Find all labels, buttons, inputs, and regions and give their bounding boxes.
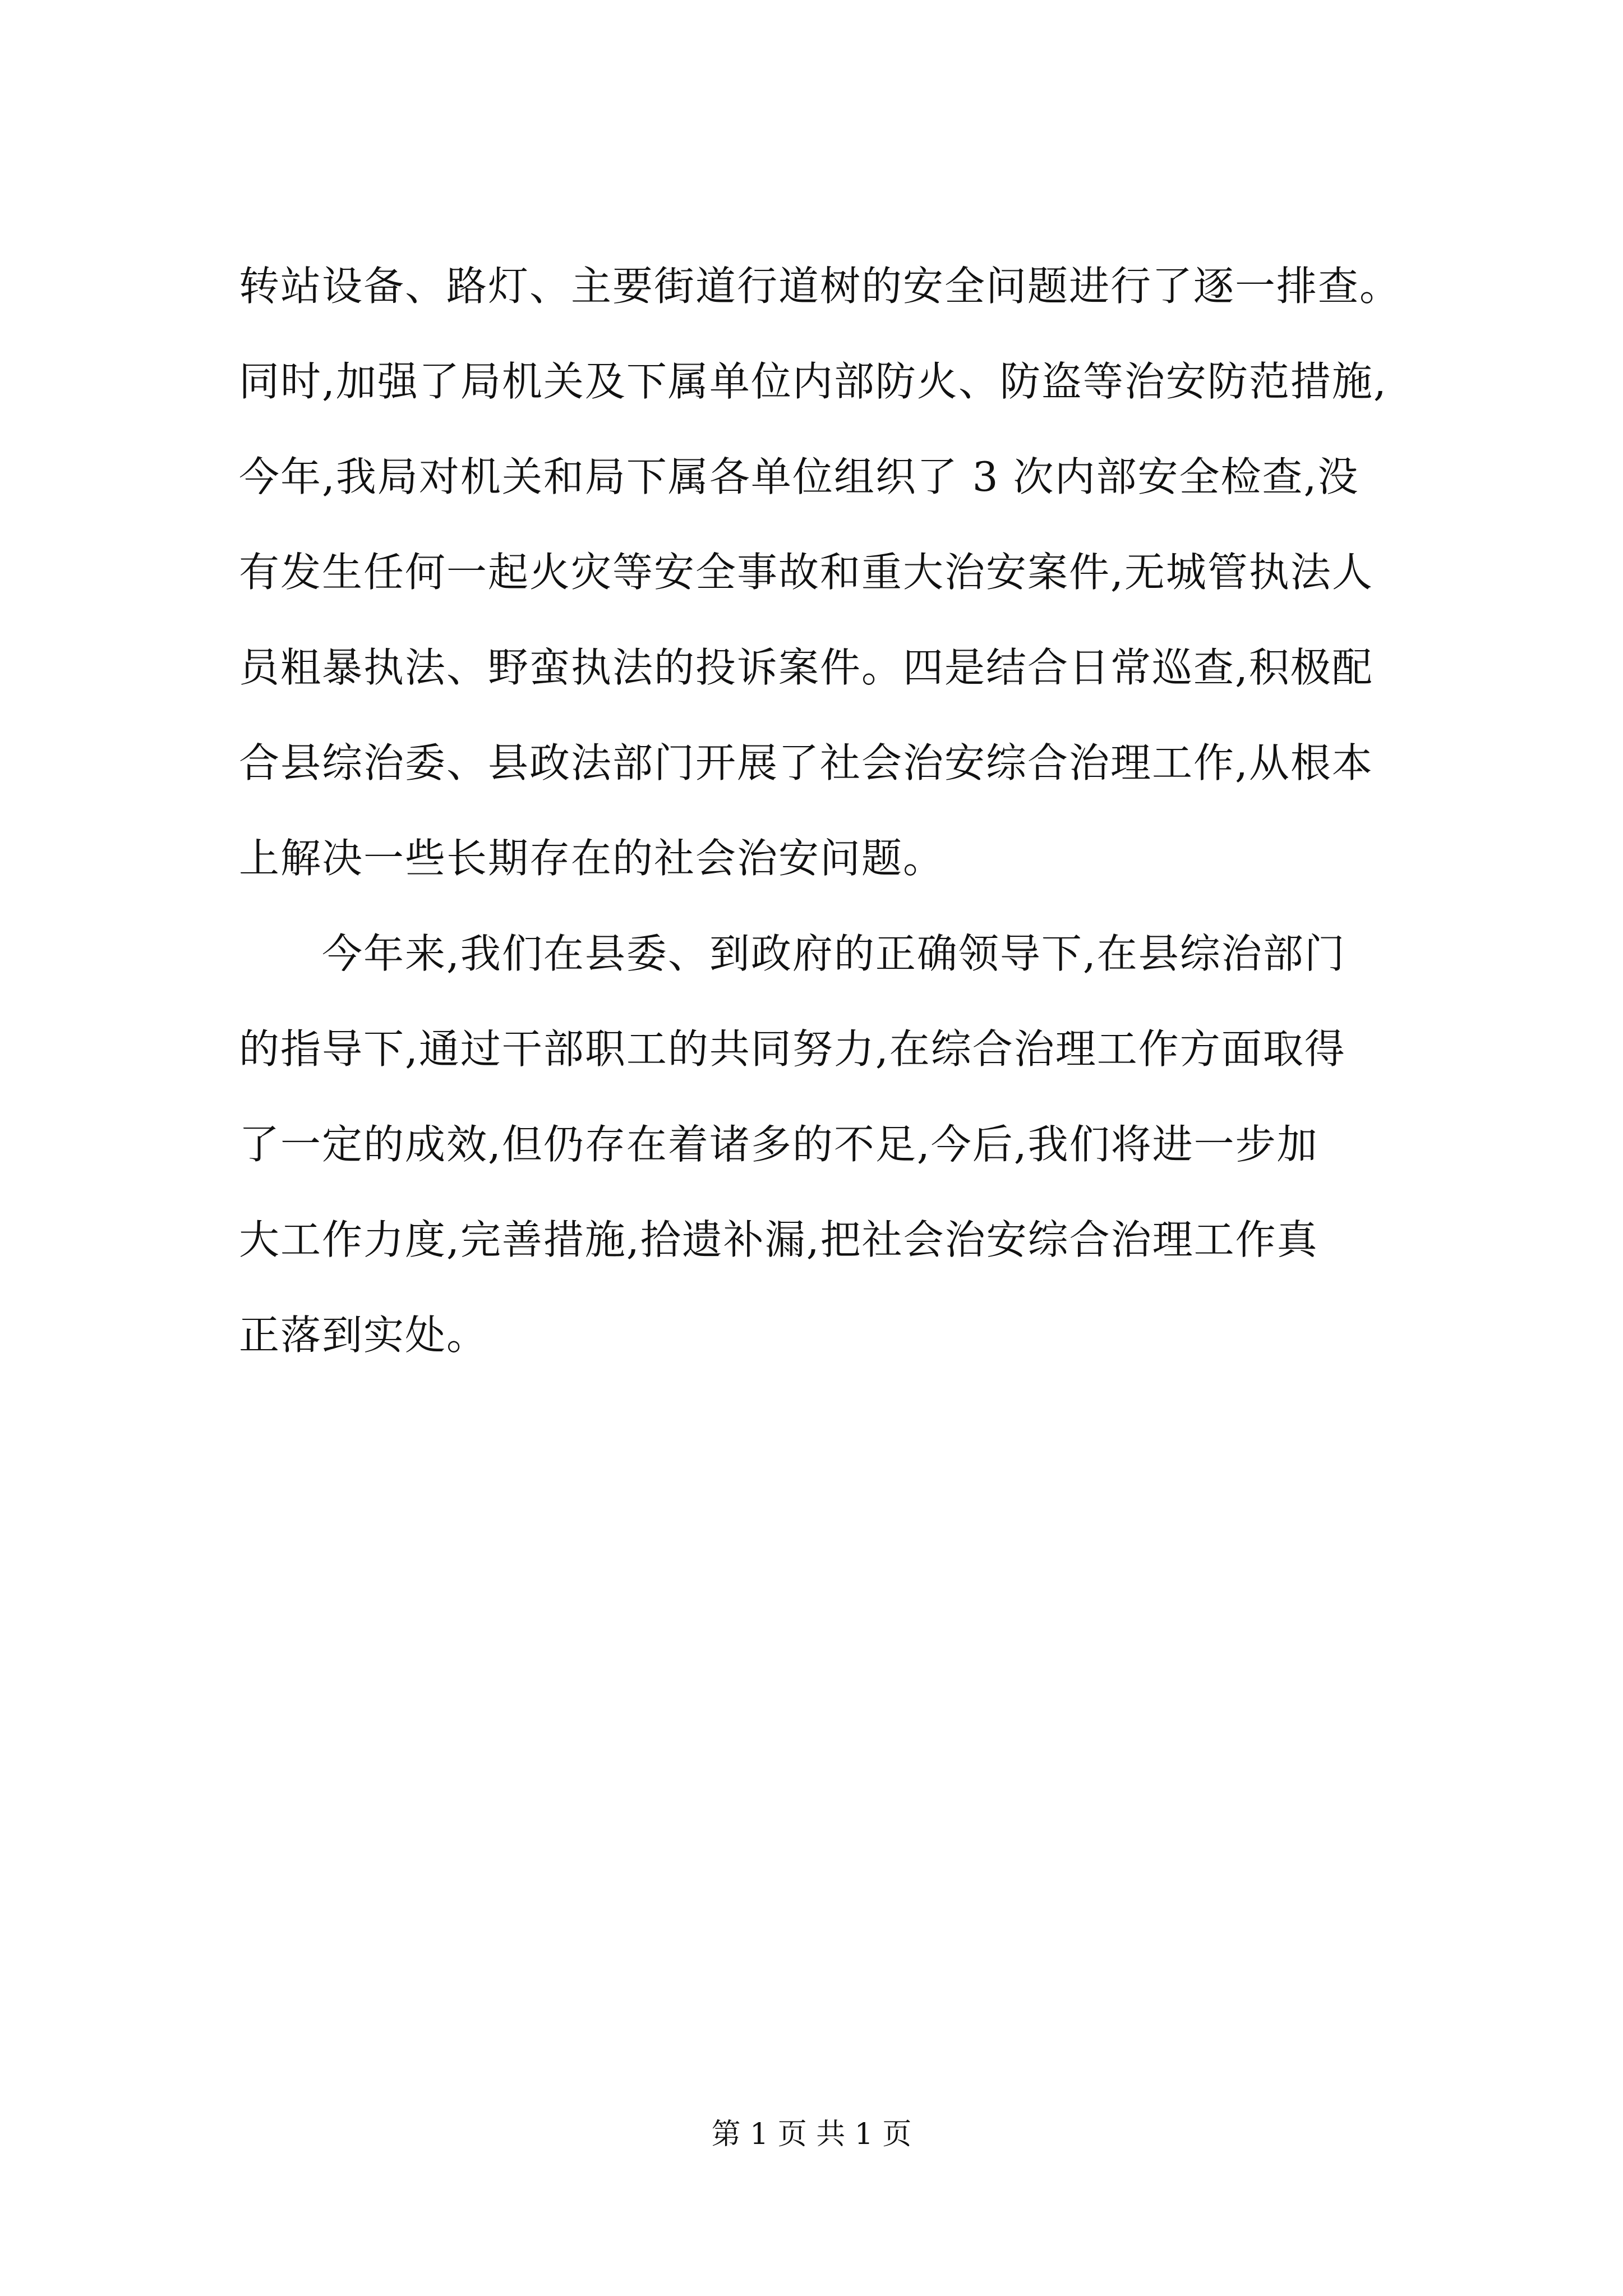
text-line: 有发生任何一起火灾等安全事故和重大治安案件,无城管执法人 — [239, 549, 1373, 596]
text-line: 的指导下,通过干部职工的共同努力,在综合治理工作方面取得 — [239, 1025, 1346, 1073]
text-line: 员粗暴执法、野蛮执法的投诉案件。四是结合日常巡查,积极配 — [239, 644, 1373, 691]
text-line: 今年,我局对机关和局下属各单位组织了 3 次内部安全检查,没 — [239, 453, 1359, 500]
paragraph-first-line: 今年来,我们在县委、到政府的正确领导下,在县综治部门 — [322, 930, 1346, 977]
text-line: 正落到实处。 — [239, 1312, 488, 1359]
text-line: 合县综治委、县政法部门开展了社会治安综合治理工作,从根本 — [239, 739, 1373, 786]
page-footer: 第 1 页 共 1 页 — [711, 2118, 912, 2151]
text-line: 大工作力度,完善措施,拾遗补漏,把社会治安综合治理工作真 — [239, 1216, 1318, 1263]
text-line: 转站设备、路灯、主要街道行道树的安全问题进行了逐一排查。 — [239, 263, 1401, 310]
body-text — [239, 238, 1428, 1383]
text-line: 上解决一些长期存在的社会治安问题。 — [239, 835, 945, 882]
text-line: 同时,加强了局机关及下属单位内部防火、防盗等治安防范措施, — [239, 358, 1387, 405]
text-line: 了一定的成效,但仍存在着诸多的不足,今后,我们将进一步加 — [239, 1121, 1318, 1168]
